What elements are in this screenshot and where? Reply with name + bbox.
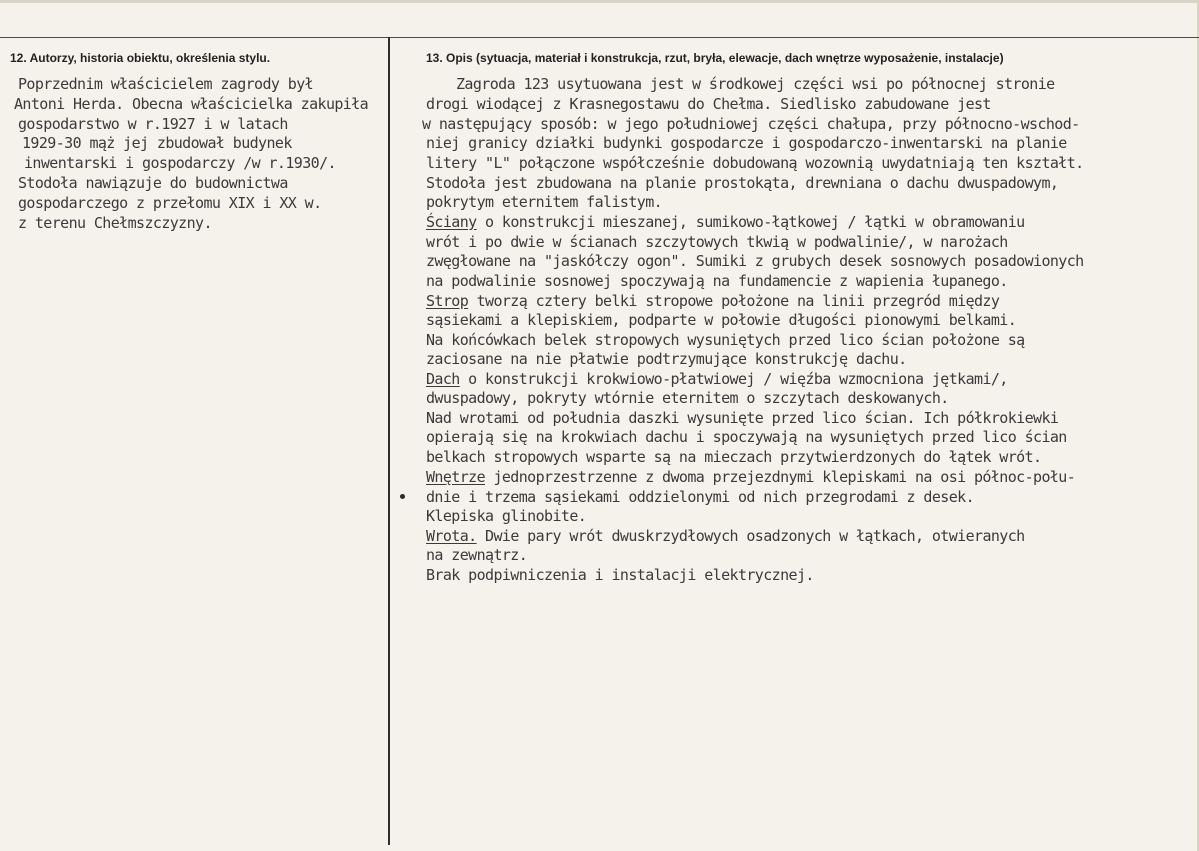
section-label-strop: Strop (426, 292, 469, 310)
right-line (426, 468, 1075, 487)
right-line: dwuspadowy, pokryty wtórnie eternitem o szczytach deskowanych. (426, 389, 949, 407)
right-line-text: o konstrukcji mieszanej, sumikowo-łątkowej / łątki w obramowaniu (476, 213, 1025, 231)
right-line: Klepiska glinobite. (426, 507, 587, 525)
right-line: na zewnątrz. (426, 546, 528, 564)
section-label-sciany: Ściany (426, 213, 477, 231)
left-line: gospodarczego z przełomu XIX i XX w. (18, 194, 322, 212)
right-line: Stodoła jest zbudowana na planie prostokąta, drewniana o dachu dwuspadowym, (426, 174, 1059, 192)
column-divider (388, 37, 390, 845)
left-line: Stodoła nawiązuje do budownictwa (18, 174, 288, 192)
right-line: wrót i po dwie w ścianach szczytowych tkwią w podwalinie/, w narożach (426, 233, 1008, 251)
header-rule (0, 37, 1199, 38)
right-line: belkach stropowych wsparte są na mieczach przytwierdzonych do łątek wrót. (426, 448, 1042, 466)
right-line-text: Dwie pary wrót dwuskrzydłowych osadzonych w łątkach, otwieranych (476, 527, 1025, 545)
right-line: Na końcówkach belek stropowych wysuniętych przed lico ścian położone są (426, 331, 1025, 349)
margin-dot (400, 494, 405, 499)
right-line (426, 370, 1008, 389)
right-line-text: o konstrukcji krokwiowo-płatwiowej / więźba wzmocniona jętkami/, (459, 370, 1008, 388)
right-line: opierają się na krokwiach dachu i spoczywają na wysuniętych przed lico ścian (426, 428, 1067, 446)
right-line (426, 213, 1025, 232)
right-line-text: jednoprzestrzenne z dwoma przejezdnymi klepiskami na osi północ-połu- (485, 468, 1076, 486)
section-label-dach: Dach (426, 370, 460, 388)
right-line: w następujący sposób: w jego południowej części chałupa, przy północno-wschod- (422, 115, 1080, 133)
right-line (426, 292, 999, 311)
right-line: litery "L" połączone współcześnie dobudowaną wozownią uwydatniają ten kształt. (426, 154, 1084, 172)
right-line: pokrytym eternitem falistym. (426, 193, 663, 211)
right-line-text: tworzą cztery belki stropowe położone na linii przegród między (468, 292, 1000, 310)
left-line: 1929-30 mąż jej zbudował budynek (22, 134, 292, 152)
section-13-header: 13. Opis (sytuacja, materiał i konstrukcja, rzut, bryła, elewacje, dach wnętrze wyposażenie, instalacje) (426, 51, 1004, 65)
section-12-header: 12. Autorzy, historia obiektu, określenia stylu. (10, 51, 271, 65)
right-line: sąsiekami a klepiskiem, podparte w połowie długości pionowymi belkami. (426, 311, 1017, 329)
left-line: Antoni Herda. Obecna właścicielka zakupiła (14, 95, 369, 113)
left-line: z terenu Chełmszczyzny. (18, 214, 212, 232)
right-line: zwęgłowane na "jaskółczy ogon". Sumiki z grubych desek sosnowych posadowionych (426, 252, 1084, 270)
right-line: drogi wiodącej z Krasnegostawu do Chełma. Siedlisko zabudowane jest (426, 95, 991, 113)
left-line: gospodarstwo w r.1927 i w latach (18, 115, 288, 133)
right-line: zaciosane na nie płatwie podtrzymujące konstrukcję dachu. (426, 350, 907, 368)
section-label-wnetrze: Wnętrze (426, 468, 486, 486)
right-line (426, 527, 1025, 546)
left-line: inwentarski i gospodarczy /w r.1930/. (24, 154, 336, 172)
right-line: Nad wrotami od południa daszki wysunięte przed lico ścian. Ich półkrokiewki (426, 409, 1059, 427)
right-line: dnie i trzema sąsiekami oddzielonymi od nich przegrodami z desek. (426, 488, 975, 506)
section-label-wrota: Wrota. (426, 527, 477, 545)
right-line: Zagroda 123 usytuowana jest w środkowej części wsi po północnej stronie (456, 75, 1055, 93)
right-line: na podwalinie sosnowej spoczywają na fundamencie z wapienia łupanego. (426, 272, 1008, 290)
right-line: Brak podpiwniczenia i instalacji elektrycznej. (426, 566, 814, 584)
right-line: niej granicy działki budynki gospodarcze i gospodarczo-inwentarski na planie (426, 134, 1067, 152)
left-line: Poprzednim właścicielem zagrody był (18, 75, 314, 93)
